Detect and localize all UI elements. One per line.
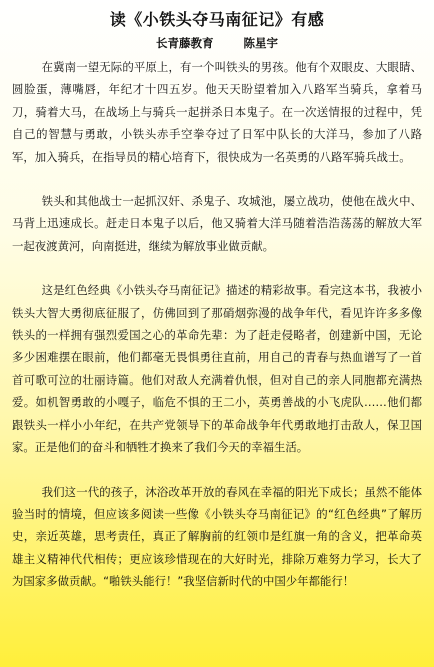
paragraph-4: 我们这一代的孩子，沐浴改革开放的春风在幸福的阳光下成长；虽然不能体验当时的情境，但应该多阅读一些像《小铁头夺马南征记》的“红色经典”了解历史，亲近英雄，思考责任，真正了解胸前的红领巾是红旗一角的含义，把革命英雄主义精神代代相传；更应该珍惜现在的大好时光，排除万难努力学习，长大了为国家多做贡献。“啪铁头能行！”我坚信新时代的中国少年都能行！: [12, 484, 422, 589]
school-name: 长青藤教育: [156, 36, 214, 50]
paragraph-3: 这是红色经典《小铁头夺马南征记》描述的精彩故事。看完这本书，我被小铁头大智大勇彻底征服了，仿佛回到了那硝烟弥漫的战争年代，看见许许多多像铁头的一样拥有强烈爱国之心的革命先辈：为了赶走侵略者，创建新中国，无论多少困难摆在眼前，他们都毫无畏惧勇往直前，用自己的青春与热血谱写了一首首可歌可泣的壮丽诗篇。他们对敌人充满着仇恨，但对自己的亲人同胞都充满热爱。如机智勇敢的小嘎子，临危不惧的王二小，英勇善战的小飞虎队……他们都跟铁头一样小小年纪，在共产党领导下的革命战争年代勇敢地打击敌人，保卫国家。正是他们的奋斗和牺牲才换来了我们今天的幸福生活。: [12, 283, 422, 455]
paragraph-1: 在冀南一望无际的平原上，有一个叫铁头的男孩。他有个双眼皮、大眼睛、圆脸蛋，薄嘴唇，年纪才十四五岁。他天天盼望着加入八路军当骑兵，拿着马刀，骑着大马，在战场上与骑兵一起拼杀日本鬼子。在一次送情报的过程中，凭自己的智慧与勇敢，小铁头赤手空拳夺过了日军中队长的大洋马，参加了八路军，加入骑兵，在指导员的精心培育下，很快成为一名英勇的八路军骑兵战士。: [12, 60, 422, 164]
paragraph-gap: [12, 257, 422, 279]
paragraph-gap: [12, 459, 422, 481]
paragraph-gap: [12, 168, 422, 190]
essay-title: 读《小铁头夺马南征记》有感: [109, 10, 325, 29]
byline: [12, 34, 422, 52]
paragraph-2: 铁头和其他战士一起抓汉奸、杀鬼子、攻城池，屡立战功，使他在战火中、马背上迅速成长。赶走日本鬼子以后，他又骑着大洋马随着浩浩荡荡的解放大军一起夜渡黄河，向南挺进，继续为解放事业做贡献。: [12, 194, 422, 253]
author-name: 陈星宇: [243, 36, 278, 50]
